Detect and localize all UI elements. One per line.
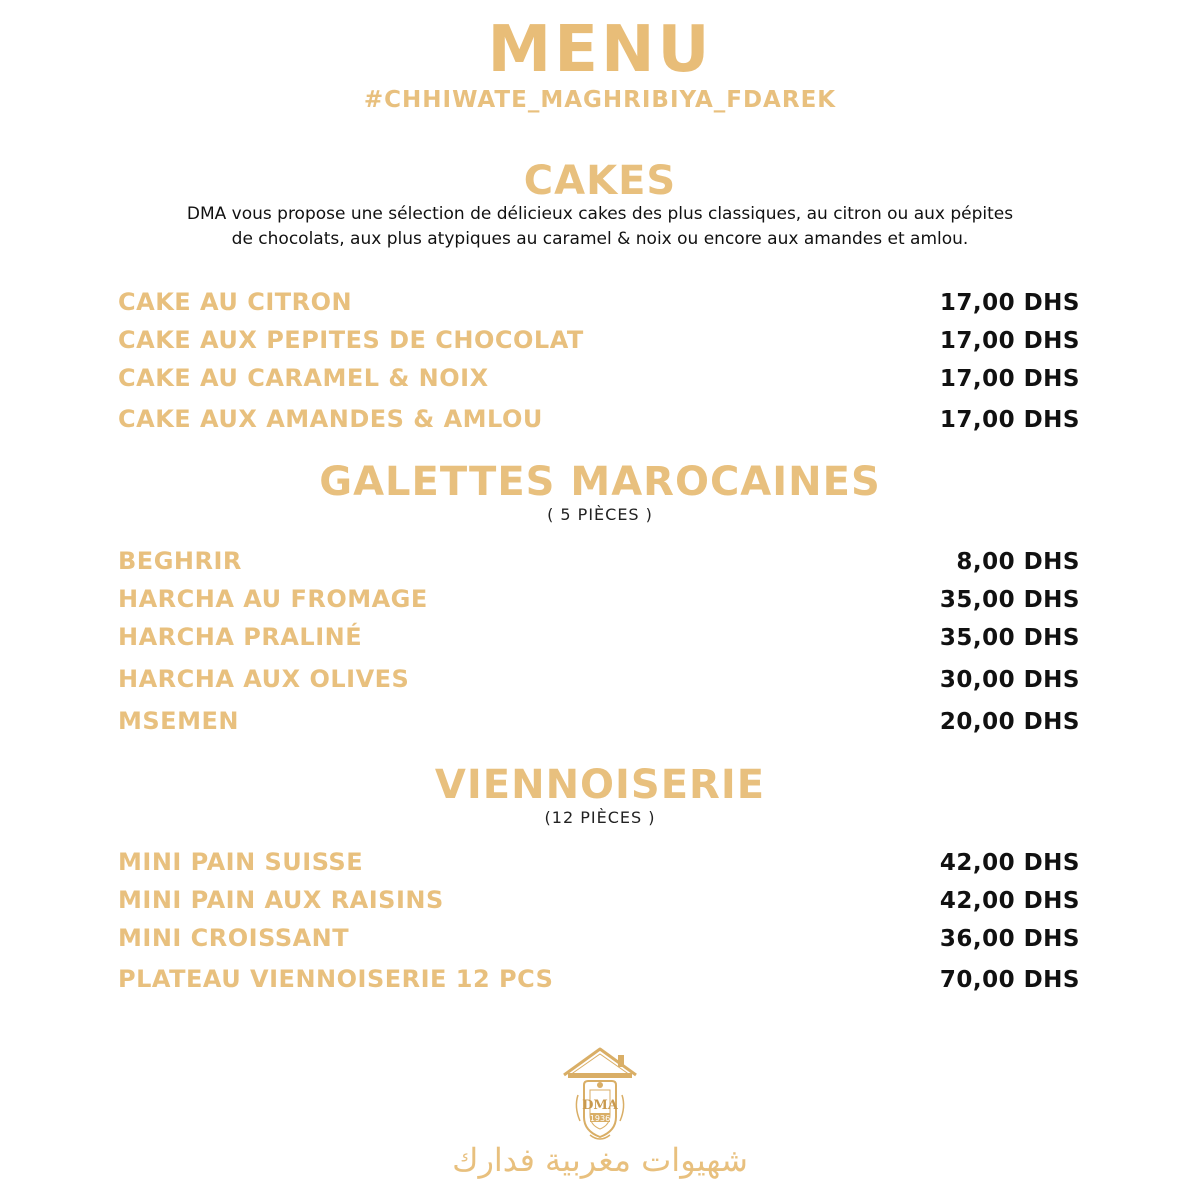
cakes-description-line1: DMA vous propose une sélection de délicieux cakes des plus classiques, au citron ou aux pépites	[186, 204, 1014, 224]
menu-item-price: 17,00 DHS	[939, 366, 1080, 392]
cakes-description-line2: de chocolats, aux plus atypiques au caramel & noix ou encore aux amandes et amlou.	[231, 229, 969, 249]
logo-year: 1936	[589, 1114, 611, 1123]
menu-item-price: 20,00 DHS	[939, 709, 1080, 735]
menu-item-price: 8,00 DHS	[956, 549, 1080, 575]
menu-item-price: 35,00 DHS	[939, 625, 1080, 651]
menu-item-name: HARCHA AU FROMAGE	[118, 585, 428, 613]
menu-item-name: BEGHRIR	[118, 547, 242, 575]
dma-logo-emblem	[550, 1045, 650, 1145]
menu-item-name: MINI PAIN SUISSE	[118, 848, 364, 876]
menu-item-name: MINI PAIN AUX RAISINS	[118, 886, 444, 914]
hashtag: #CHHIWATE_MAGHRIBIYA_FDAREK	[363, 87, 837, 113]
menu-item-price: 17,00 DHS	[939, 290, 1080, 316]
menu-item-price: 17,00 DHS	[939, 407, 1080, 433]
menu-item-price: 42,00 DHS	[939, 850, 1080, 876]
section-subtitle-viennoiserie: (12 PIÈCES )	[544, 808, 656, 827]
menu-item-name: HARCHA PRALINÉ	[118, 623, 363, 651]
section-title-cakes: CAKES	[523, 158, 677, 204]
menu-item-price: 35,00 DHS	[939, 587, 1080, 613]
menu-item-price: 30,00 DHS	[939, 667, 1080, 693]
logo-text: DMA	[582, 1098, 618, 1113]
menu-item-price: 42,00 DHS	[939, 888, 1080, 914]
menu-item-name: CAKE AU CARAMEL & NOIX	[118, 364, 489, 392]
section-title-viennoiserie: VIENNOISERIE	[434, 762, 766, 808]
menu-item-price: 70,00 DHS	[939, 967, 1080, 993]
menu-item-name: MINI CROISSANT	[118, 924, 350, 952]
arabic-tagline: شهيوات مغربية فدارك	[452, 1141, 748, 1179]
section-title-galettes: GALETTES MAROCAINES	[319, 459, 881, 505]
menu-item-name: MSEMEN	[118, 707, 239, 735]
menu-item-name: CAKE AUX PEPITES DE CHOCOLAT	[118, 326, 584, 354]
menu-title: MENU	[487, 13, 713, 87]
menu-item-name: PLATEAU VIENNOISERIE 12 PCS	[118, 965, 554, 993]
menu-item-price: 36,00 DHS	[939, 926, 1080, 952]
section-subtitle-galettes: ( 5 PIÈCES )	[547, 505, 653, 524]
menu-item-name: HARCHA AUX OLIVES	[118, 665, 410, 693]
menu-item-name: CAKE AUX AMANDES & AMLOU	[118, 405, 543, 433]
menu-item-name: CAKE AU CITRON	[118, 288, 353, 316]
cakes-description	[0, 202, 1200, 252]
dma-logo	[550, 1045, 650, 1145]
menu-item-price: 17,00 DHS	[939, 328, 1080, 354]
